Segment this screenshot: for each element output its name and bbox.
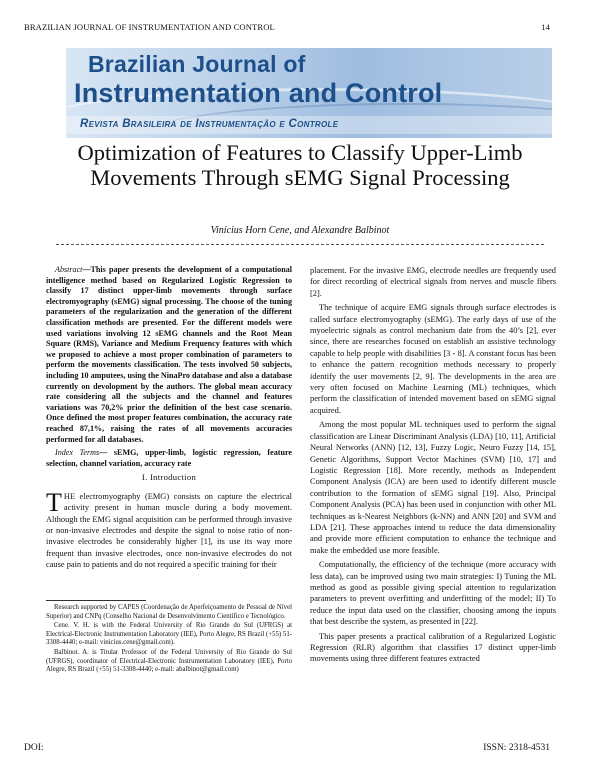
journal-running-title: BRAZILIAN JOURNAL OF INSTRUMENTATION AND CONTROL [24,22,275,32]
footnote-divider [46,600,146,601]
running-header [24,22,550,32]
intro-paragraph-continued: placement. For the invasive EMG, electrode needles are frequently used for direct recording of electrical signals from nerves and muscle fibers [2]. [310,266,556,298]
footnotes [46,604,292,676]
intro-paragraph-2: The technique of acquire EMG signals through surface electrodes is called surface electromyography (sEMG). The early days of use of the myoelectric signals as control mechanism date from the 40’s [2], ever since, there are researches focused on establish an assistive technology capable to help people with disabilities [3 - 8]. A constant focus has been to enhance the pattern recognition methods necessary to properly identify the user movements [2, 9]. The developments in the area are very often focused on Machine Learning (ML) techniques, which perform the classification of intended movement based on sEMG signal acquired. [310,303,556,415]
index-terms [46,448,292,469]
left-column [46,265,292,574]
intro-paragraph-1 [46,487,292,571]
intro-paragraph-1-text: HE electromyography (EMG) consists on capture the electrical activity present in human muscle during a body movement. Although the EMG signal acquisition can be performed through invasive or non-invasive electrodes and despite the signal to noise ratio of non-invasive electrodes be considerably higher [1], its use its way more frequent than invasive electrodes, once non-invasive electrodes do not cause pain to patients and do not required a specific training for their [46,491,292,570]
intro-paragraph-3: Among the most popular ML techniques used to perform the signal classification are Linear Discriminant Analysis (LDA) [10, 11], Artificial Neural Networks (ANN) [12, 13], Fuzzy Logic, Neuro Fuzzy [14, 15], Genetic Algorithms, Support Vector Machines (SVM) [10, 17] and Logistic Regression [18]. More recently, methods as Independent Component Analysis (ICA) are been used to identify different muscle contribution to the formation of sEMG signal [19]. Also, Principal Component Analysis (PCA) has been used in conjunction with other ML techniques as k-Nearest Neighbors (k-NN) and ANN [20] and SVM and LDA [21]. These approaches intend to reduce the data dimensionality and provide more efficient computation to enhance the technique and make the embedded use more feasible. [310,420,556,555]
banner-line-3: Revista Brasileira de Instrumentação e Controle [80,118,339,130]
title-divider [56,244,544,245]
footnote-author-1: Cene. V. H. is with the Federal University of Rio Grande do Sul (UFRGS) at Electrical-Electronic Instrumentation Laboratory (IEE), Porto Alegre, RS Brazil (+55) 51-3308-4440; e-mail: vinicius.cene@gmail.com). [46,622,292,647]
banner-line-2: Instrumentation and Control [74,78,443,108]
index-terms-label: Index Terms [55,448,100,458]
issn-label: ISSN: 2318-4531 [483,743,550,753]
journal-banner-logo [66,48,552,138]
paper-title: Optimization of Features to Classify Upper-Limb Movements Through sEMG Signal Processing [77,140,523,190]
abstract-label: Abstract [55,265,83,274]
intro-paragraph-4: Computationally, the efficiency of the technique (more accuracy with less data), can be improved using two main strategies: I) Tuning the ML method as good as possible giving special attention to regularization parameters to prevent overfitting and underfitting of the model; II) To reduce the input data used on the classifier, choosing among the inputs that best describe the system, as presented in [22]. [310,560,556,627]
section-heading-introduction: I. Introduction [141,472,197,483]
banner-line-1: Brazilian Journal of [88,51,306,77]
right-column [310,265,556,668]
abstract [46,265,292,445]
page-footer [24,743,550,753]
doi-label: DOI: [24,743,44,753]
page-number: 14 [541,22,550,32]
footnote-author-2: Balbinot. A. is Titular Professor of the Federal University of Rio Grande do Sul (UFRGS), coordinator of Electrical-Electronic Instrumentation Laboratory (IEE), Porto Alegre, RS Brazil (+55) 51-3308-4440; e-mail: abalbinot@gmail.com) [46,648,292,674]
paper-authors: Vinícius Horn Cene, and Alexandre Balbinot [210,225,390,236]
footnote-funding: Research supported by CAPES (Coordenação de Aperfeiçoamento de Pessoal de Nível Superior) and CNPq (Conselho Nacional de Desenvolvimento Científico e Tecnológico. [46,604,292,620]
abstract-text: —This paper presents the development of a computational intelligence method based on Regularized Logistic Regression to classify 17 distinct upper-limb movements through surface electromyography (sEMG) signal processing. The choose of the tuning parameters of the regularization and the generation of the different classification methods are presented. For the different models were used variations involving 12 sEMG channels and the Root Mean Square (RMS), Variance and Medium Frequency features with which we proposed to achieve a most proper combination of parameters to perform the movements classification. The tests involved 50 subjects, including 10 amputees, using the NinaPro database and also a database currently on devolopment by the authors. The global mean accuracy rate considering all the subjects and the channel and features variations was 70,2% prior the definition of the best case scenario. Once defined the most proper features combination, the accuracy rate reached 87,1%, raising the rates of all movements accuracies performed for all databases. [46,265,292,444]
drop-cap: T [46,487,62,517]
index-terms-text: — sEMG, upper-limb, logistic regression, feature selection, channel variation, accuracy rate [46,448,292,468]
intro-paragraph-5: This paper presents a practical calibration of a Regularized Logistic Regression (RLR) algorithm that classifies 17 distinct upper-limb movements using three different features extracted [310,631,556,664]
